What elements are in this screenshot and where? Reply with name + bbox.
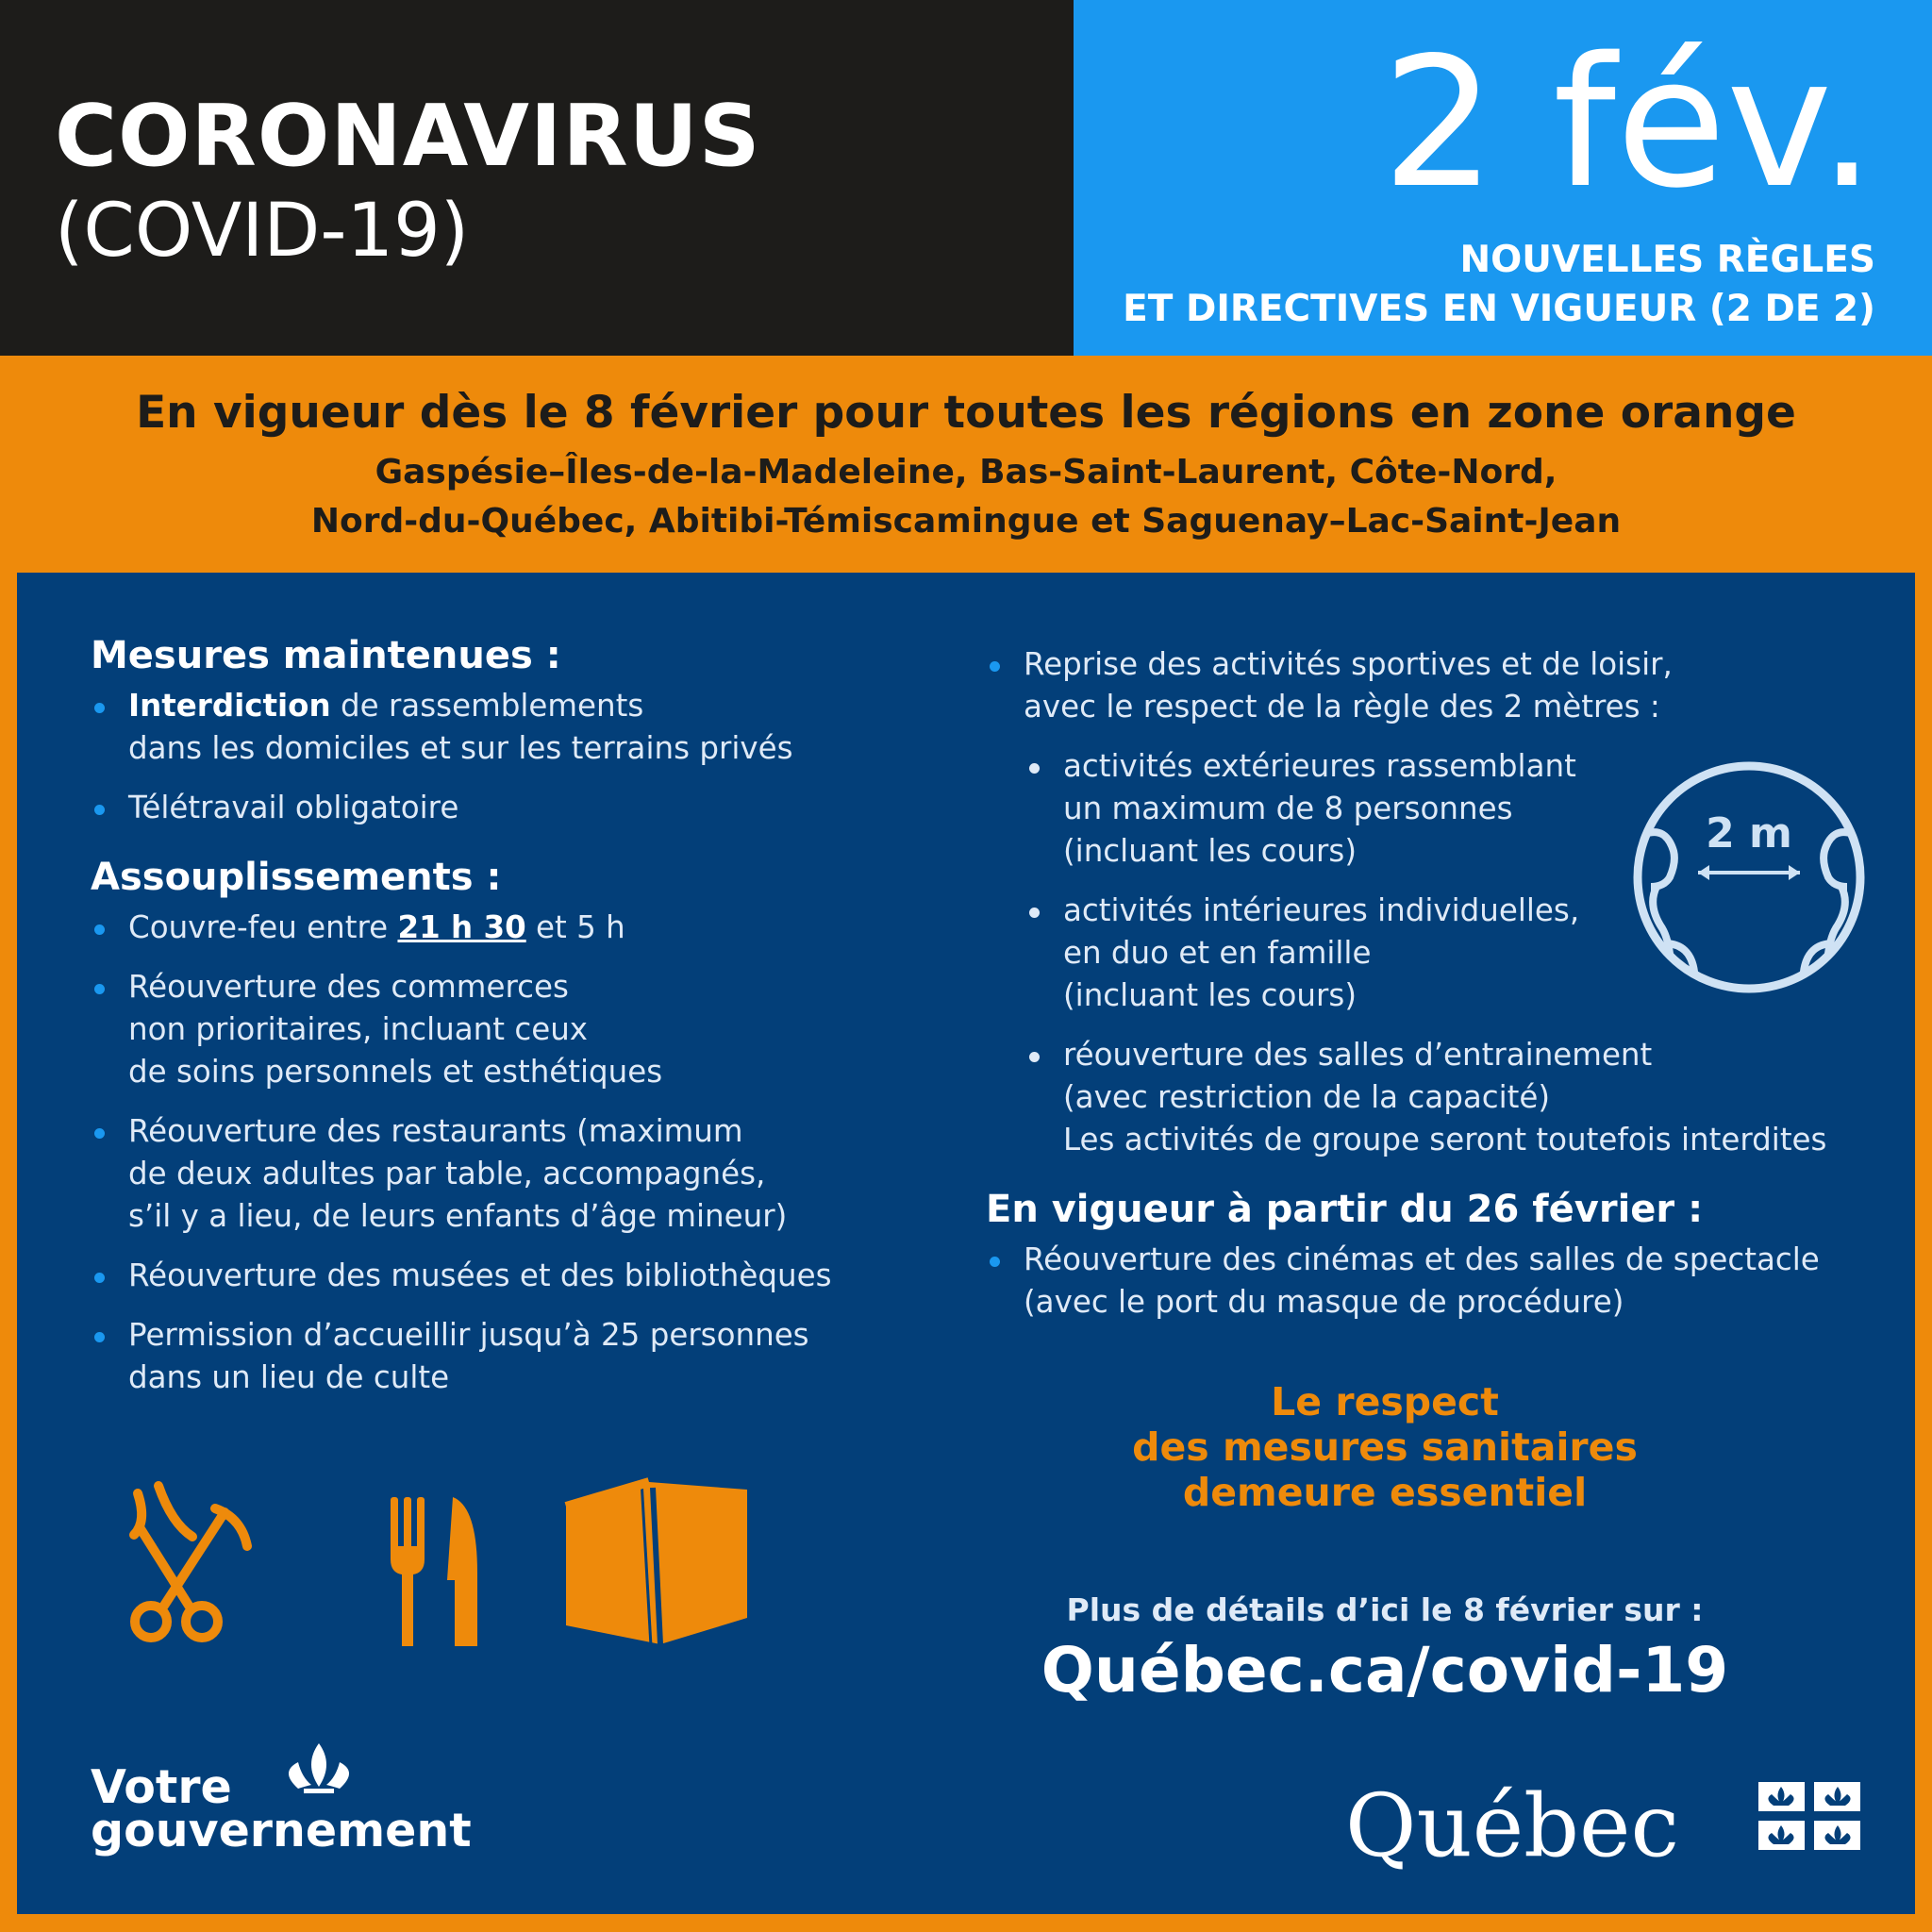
list-item — [91, 1255, 940, 1297]
service-icons — [111, 1459, 772, 1648]
list-item — [986, 1239, 1891, 1324]
list-item — [91, 966, 940, 1093]
gathering-ban-bold: Interdiction — [128, 688, 331, 724]
cinema-line-1: Réouverture des cinémas et des salles de spectacle — [1024, 1241, 1820, 1277]
date-label: 2 fév. — [1381, 19, 1875, 227]
resto-line-1: Réouverture des restaurants (maximum — [128, 1113, 743, 1149]
outdoor-line-1: activités extérieures rassemblant — [1063, 748, 1576, 784]
sanitary-reminder — [979, 1379, 1790, 1515]
sports-intro-line-2: avec le respect de la règle des 2 mètres : — [1024, 689, 1660, 724]
banner-regions — [0, 448, 1932, 546]
list-item — [91, 1110, 940, 1238]
banner-title: En vigueur dès le 8 février pour toutes les régions en zone orange — [136, 387, 1796, 439]
list-item — [91, 685, 940, 770]
fleur-de-lis-icon — [281, 1740, 357, 1806]
distance-label: 2 m — [1706, 809, 1792, 858]
gov-line-1: Votre — [91, 1760, 232, 1814]
content-panel — [17, 573, 1915, 1914]
reminder-line-2: des mesures sanitaires — [1132, 1424, 1638, 1470]
left-column — [91, 634, 940, 1416]
header-date-block — [1074, 0, 1932, 356]
curfew-time: 21 h 30 — [397, 909, 526, 945]
outdoor-line-2: un maximum de 8 personnes — [1063, 791, 1513, 826]
fork-knife-icon — [391, 1497, 477, 1646]
indoor-line-3: (incluant les cours) — [1063, 977, 1357, 1013]
gov-line-2: gouvernement — [91, 1804, 472, 1857]
relaxations-heading: Assouplissements : — [91, 856, 502, 899]
gym-line-3: Les activités de groupe seront toutefois interdites — [1063, 1122, 1827, 1158]
page-subtitle: (COVID-19) — [55, 189, 470, 274]
list-item — [91, 787, 940, 829]
outdoor-line-3: (incluant les cours) — [1063, 833, 1357, 869]
sports-intro-line-1: Reprise des activités sportives et de loisir, — [1024, 646, 1673, 682]
list-item — [986, 643, 1891, 728]
list-item — [91, 1314, 940, 1399]
gym-line-1: réouverture des salles d’entrainement — [1063, 1037, 1653, 1073]
telework-text: Télétravail obligatoire — [128, 790, 459, 825]
commerce-line-2: non prioritaires, incluant ceux — [128, 1011, 589, 1047]
curfew-prefix: Couvre-feu entre — [128, 909, 398, 945]
covid-url-link[interactable]: Québec.ca/covid-19 — [1041, 1634, 1729, 1707]
worship-line-1: Permission d’accueillir jusqu’à 25 personnes — [128, 1317, 809, 1353]
worship-line-2: dans un lieu de culte — [128, 1359, 450, 1395]
reminder-line-1: Le respect — [1271, 1379, 1499, 1424]
regions-line-1: Gaspésie–Îles-de-la-Madeleine, Bas-Saint-Laurent, Côte-Nord, — [375, 453, 1557, 491]
maintained-heading: Mesures maintenues : — [91, 634, 561, 677]
commerce-line-3: de soins personnels et esthétiques — [128, 1054, 663, 1090]
feb26-heading: En vigueur à partir du 26 février : — [986, 1188, 1704, 1231]
details-text: Plus de détails d’ici le 8 février sur : — [1066, 1591, 1704, 1628]
book-icon — [566, 1480, 747, 1646]
header-dark-block — [0, 0, 1074, 356]
commerce-line-1: Réouverture des commerces — [128, 969, 569, 1005]
cinema-line-2: (avec le port du masque de procédure) — [1024, 1284, 1624, 1320]
indoor-line-2: en duo et en famille — [1063, 935, 1372, 971]
rules-line-1: NOUVELLES RÈGLES — [1459, 239, 1875, 281]
rules-line-2: ET DIRECTIVES EN VIGUEUR (2 DE 2) — [1123, 288, 1875, 330]
resto-line-2: de deux adultes par table, accompagnés, — [128, 1156, 766, 1191]
government-logo — [91, 1760, 472, 1857]
orange-zone-banner — [0, 356, 1932, 573]
quebec-flag-icon — [1758, 1782, 1860, 1850]
reminder-line-3: demeure essentiel — [1182, 1470, 1588, 1515]
list-item — [986, 1034, 1891, 1161]
distancing-icon — [1626, 755, 1872, 1000]
scissors-icon — [134, 1486, 247, 1638]
quebec-wordmark: Québec — [1345, 1775, 1679, 1876]
resto-line-3: s’il y a lieu, de leurs enfants d’âge mineur) — [128, 1198, 788, 1234]
museums-text: Réouverture des musées et des bibliothèques — [128, 1257, 832, 1293]
rules-caption — [1123, 236, 1875, 334]
gathering-ban-line2: dans les domiciles et sur les terrains privés — [128, 730, 793, 766]
list-item — [91, 907, 940, 949]
gathering-ban-text: de rassemblements — [330, 688, 644, 724]
curfew-suffix: et 5 h — [525, 909, 625, 945]
indoor-line-1: activités intérieures individuelles, — [1063, 892, 1580, 928]
regions-line-2: Nord-du-Québec, Abitibi-Témiscamingue et Saguenay–Lac-Saint-Jean — [310, 502, 1622, 541]
page-title: CORONAVIRUS — [55, 87, 761, 186]
gym-line-2: (avec restriction de la capacité) — [1063, 1079, 1551, 1115]
